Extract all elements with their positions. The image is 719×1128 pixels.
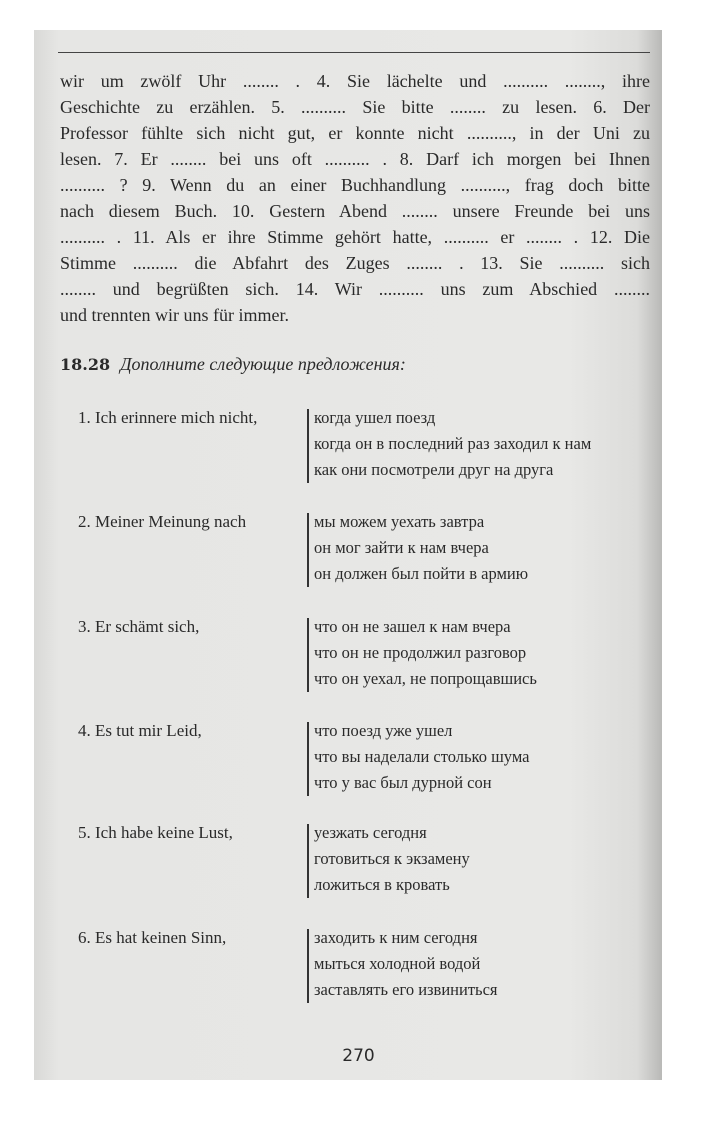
exercise-row-5 (78, 820, 658, 900)
sentence-start: 6. Es hat keinen Sinn, (78, 928, 227, 947)
bracket-line (307, 618, 309, 692)
sentence-start: 3. Er schämt sich, (78, 617, 200, 636)
text-line: .......... . 11. Als er ihre Stimme gehört hatte, .......... er ........ . 12. Die (60, 227, 650, 247)
option: что он не продолжил разговор (314, 643, 527, 662)
sentence-start: 2. Meiner Meinung nach (78, 512, 247, 531)
option: что он не зашел к нам вчера (314, 617, 511, 636)
exercise-row-3 (78, 614, 658, 694)
option: он мог зайти к нам вчера (314, 538, 489, 557)
exercise-title: Дополните следующие предложения: (120, 354, 406, 374)
text-line: lesen. 7. Er ........ bei uns oft .......... . 8. Darf ich morgen bei Ihnen (60, 149, 650, 169)
exercise-row-6 (78, 925, 658, 1005)
text-line: Geschichte zu erzählen. 5. .......... Sie bitte ........ zu lesen. 6. Der (60, 97, 650, 117)
text-line: und trennten wir uns für immer. (60, 305, 289, 325)
sentence-start: 4. Es tut mir Leid, (78, 721, 202, 740)
exercise-row-4 (78, 718, 658, 798)
bracket-line (307, 929, 309, 1003)
options-list (314, 614, 537, 692)
page-number: 270 (342, 1046, 375, 1066)
option: что поезд уже ушел (314, 721, 453, 740)
option: как они посмотрели друг на друга (314, 460, 554, 479)
option: уезжать сегодня (314, 823, 427, 842)
option: готовиться к экзамену (314, 849, 470, 868)
exercise-heading (60, 352, 406, 377)
options-list (314, 509, 528, 587)
option: заходить к ним сегодня (314, 928, 478, 947)
top-rule (58, 52, 650, 53)
options-list (314, 405, 591, 483)
bracket-line (307, 824, 309, 898)
exercise-row-1 (78, 405, 658, 485)
bracket-line (307, 409, 309, 483)
text-line: .......... ? 9. Wenn du an einer Buchhandlung .........., frag doch bitte (60, 175, 650, 195)
bracket-line (307, 513, 309, 587)
option: когда он в последний раз заходил к нам (314, 434, 592, 453)
text-line: wir um zwölf Uhr ........ . 4. Sie lächelte und .......... ........, ihre (60, 71, 650, 91)
option: когда ушел поезд (314, 408, 436, 427)
option: мы можем уехать завтра (314, 512, 485, 531)
option: он должен был пойти в армию (314, 564, 529, 583)
option: заставлять его извиниться (314, 980, 498, 999)
exercise-row-2 (78, 509, 658, 589)
option: что он уехал, не попрощавшись (314, 669, 537, 688)
options-list (314, 820, 470, 898)
text-line: nach diesem Buch. 10. Gestern Abend ........ unsere Freunde bei uns (60, 201, 650, 221)
exercise-text-paragraph (60, 68, 650, 328)
sentence-start: 1. Ich erinnere mich nicht, (78, 408, 258, 427)
text-line: Stimme .......... die Abfahrt des Zuges ........ . 13. Sie .......... sich (60, 253, 650, 273)
text-line: Professor fühlte sich nicht gut, er konnte nicht .........., in der Uni zu (60, 123, 650, 143)
option: что у вас был дурной сон (314, 773, 492, 792)
exercise-number: 18.28 (60, 355, 111, 374)
option: мыться холодной водой (314, 954, 481, 973)
options-list (314, 925, 498, 1003)
bracket-line (307, 722, 309, 796)
options-list (314, 718, 529, 796)
option: что вы наделали столько шума (314, 747, 530, 766)
text-line: ........ und begrüßten sich. 14. Wir .......... uns zum Abschied ........ (60, 279, 650, 299)
sentence-start: 5. Ich habe keine Lust, (78, 823, 233, 842)
option: ложиться в кровать (314, 875, 450, 894)
